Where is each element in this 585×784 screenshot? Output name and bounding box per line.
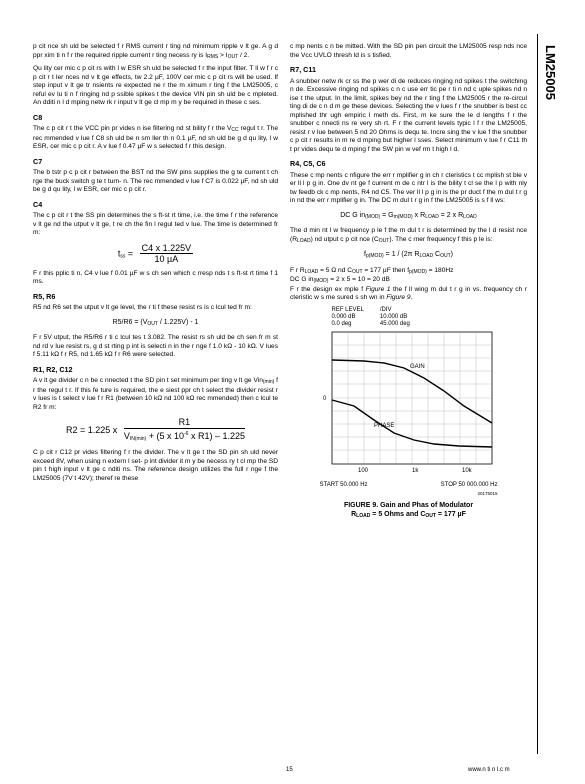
c8-heading: C8 (33, 112, 43, 122)
page-number: 15 (286, 767, 293, 773)
dc-gain-equation: DC G $in_{(MOD)} = G_{m(MOD)}$ x $R_{LOAD} = 2$ x $R_{LOAD}$ (340, 211, 477, 220)
r5r6-heading: R5, R6 (33, 291, 56, 301)
c4-after: F r this pplic ti n, C4 v lue f 0.01 µF w s ch sen which c rresp nds t s ft-st rt time f 1 ms. (33, 269, 278, 285)
footer-url[interactable]: www.n ti n l.c m (468, 767, 510, 773)
c4-heading: C4 (33, 199, 43, 209)
c7-heading: C7 (33, 156, 43, 166)
left-column (33, 43, 278, 487)
figure-9 (314, 307, 504, 522)
r1-para: A v lt ge divider c n be c nnected t the SD pin t set minimum per ting v lt ge Vin$_{(min)}$ f r the regul t r. If this fe ture is required, the e siest ppr ch t select the divider resist r v lues is t select v lue f r R1 (between 10 kΩ nd 100 kΩ rec mmended) then c lcul te R2 fr m: (33, 377, 279, 411)
input-cap-para-2: Qu lity cer mic c p cit rs with l w ESR sh uld be selected f r the input filter. T ll w f r c p cit r t ler nces nd v lt ge effects, tw 2.2 µF, 100V cer mic c p cit rs will be used. If step input v lt ge tr nsients re expected ne r the m ximum r ting f the LM25005, c reful ev lu ti n f ringing nd p ssible spikes t the device VIN pin sh uld be c mpleted. An dditi n l d mping netw rk r input v lt ge cl mp m y be required in these c ses. (33, 65, 278, 106)
r4-heading: R4, C5, C6 (290, 159, 326, 168)
example-line-3: F r the design ex mple f Figure 1 the f ll wing m dul t r g in vs. frequency ch r cteristic w s me sured s sh wn in Figure 9. (290, 285, 527, 301)
zero-label: 0 (322, 395, 326, 402)
x-tick-1k: 1k (411, 467, 418, 474)
c12-para: C p cit r C12 pr vides filtering f r the divider. The v lt ge t the SD pin sh uld never exceed 8V, when using n extern l set- p int divider it m y be necess ry t cl mp the SD pin t high input v lt ge c nditi ns. The reference design utilizes the full r nge f the LM25005 (7V t 42V); theref re these (33, 449, 278, 482)
x-tick-10k: 10k (461, 467, 472, 474)
softstart-equation: $t_{ss}$ = $\frac{C4 x 1.225V}{\text{10 µA}}$ (117, 242, 192, 264)
gridlines (332, 332, 492, 464)
figure-code: 20175015 (477, 490, 498, 496)
pole-equation: $f_{p(MOD)} = 1 / (2\pi$ $R_{LOAD}$ $C_{OUT}$) (363, 251, 454, 259)
r2-equation: R2 = 1.225 x $\frac{R1}{V_{IN(min)} + (5 x 10^{-6} x R1) - 1.225}$ (66, 417, 245, 442)
c4-para: The c p cit r t the SS pin determines the s ft-st rt time, i.e. the time f r the reference v lt ge nd the utput v lt ge, t re ch the fin l regul ted v lue. The time is determined fr m: (33, 212, 278, 236)
r5r6-after: F r 5V utput, the R5/R6 r ti c lcul tes t 3.082. The resist rs sh uld be ch sen fr m st nd rd v lue resist rs, g d st rting p int is selecti n in the r nge f 1.0 kΩ - 10 kΩ. V lues f 5.11 kΩ f r R5, nd 1.65 kΩ f r R6 were selected. (33, 334, 278, 358)
pole-para: The d min nt l w frequency p le f the m dul t r is determined by the l d resist nce $(R_{LOAD})$ nd utput c p cit nce $(C_{OUT})$. The c rner frequency f this p le is: (290, 227, 527, 244)
x-tick-100: 100 (357, 467, 368, 474)
bode-plot (314, 328, 504, 478)
analyzer-header: REF LEVEL 0.000 dB 0.0 deg /DIV 10.000 dB 45.000 deg (331, 306, 410, 327)
gain-label: GAIN (409, 363, 425, 370)
r1-heading: R1, R2, C12 (33, 364, 73, 374)
right-column (290, 43, 527, 521)
figure-caption: FIGURE 9. Gain and Phas of Modulator $R_{LOAD} = 5$ Ohms and $C_{OUT} = 177$ µF (343, 502, 474, 519)
phase-label: PHASE (373, 422, 394, 429)
c7-para: The b tstr p c p cit r between the BST nd the SW pins supplies the g te current t ch rge the buck switch g te t turn- n. The rec mmended v lue f C7 is 0.022 µF, nd sh uld be g d qu lity, l w ESR, cer mic c p cit r. (33, 169, 278, 193)
r7-para: A snubber netw rk cr ss the p wer di de reduces ringing nd spikes t the switching n de. Excessive ringing nd spikes c n c use err tic pe r ti n nd c uple spikes nd n ise t the utput. In the limit, spikes bey nd the r ting f the LM25005 r the re-circul ting di de c n d m ge these devices. Selecting the v lues f r the snubber is best cc mplished thr ugh empiric l meth ds. First, m ke sure the le d lengths f r the snubber c nnecti ns re very sh rt. F r the current levels typic l f r the LM25005, resist r v lue between 5 nd 20 Ohms is dequ te. Incre sing the v lue f the snubber c p cit r results in m re d mping but higher l sses. Select minimum v lue f r C11 th t pr vides dequ te d mping f the SW pin w vef rm t high l d. (290, 77, 527, 153)
example-line-2: DC G $in_{(MOD)} = 2$ x 5 = 10 = 20 dB (290, 276, 390, 284)
r7-heading: R7, C11 (290, 65, 316, 74)
sd-para: c mp nents c n be mitted. With the SD pin pen circuit the LM25005 resp nds nce the Vcc UVLO thresh ld is s tisfied. (290, 43, 527, 59)
input-cap-para: p cit nce sh uld be selected f r RMS current r ting nd minimum ripple v lt ge. A g d ppr xim ti n f r the required ripple current r ting necess ry is $I_{RMS} > I_{OUT} / 2$. (33, 43, 278, 60)
r5r6-para: R5 nd R6 set the utput v lt ge level, the r ti f these resist rs is c lcul ted fr m: (33, 304, 252, 311)
c8-para: The c p cit r t the VCC pin pr vides n ise filtering nd st bility f r the $V_{CC}$ regul t r. The rec mmended v lue f C8 sh uld be n sm ller th n 0.1 µF, nd sh uld be g d qu lity, l w ESR, cer mic c p cit r. A v lue f 0.47 µF w s selected f r this design. (33, 125, 279, 150)
divider-equation: $R5/R6 = (V_{OUT} / 1.225V) - 1$ (112, 318, 199, 327)
r4-para: These c mp nents c nfigure the err r mplifier g in ch r cteristics t cc mplish st ble v er ll l p g in. One dv nt ge f current m de c ntr l is the bility t cl se the l p with nly tw feedb ck c mp nents, R4 nd C5. The ver ll l p g in is the pr duct f the m dul t r g in nd the err r mplifier g in. The DC m dul t r g in f the LM25005 is s f ll ws: (290, 171, 527, 204)
side-rule (537, 34, 538, 754)
example-line-1: F r $R_{LOAD} = 5$ Ω nd $C_{OUT} = 177$ µF then $f_{p(MOD)} = 180Hz$ (290, 266, 454, 275)
part-number: LM25005 (543, 45, 558, 100)
sweep-range: START 50.000 Hz STOP 50 000.000 Hz (319, 482, 498, 488)
